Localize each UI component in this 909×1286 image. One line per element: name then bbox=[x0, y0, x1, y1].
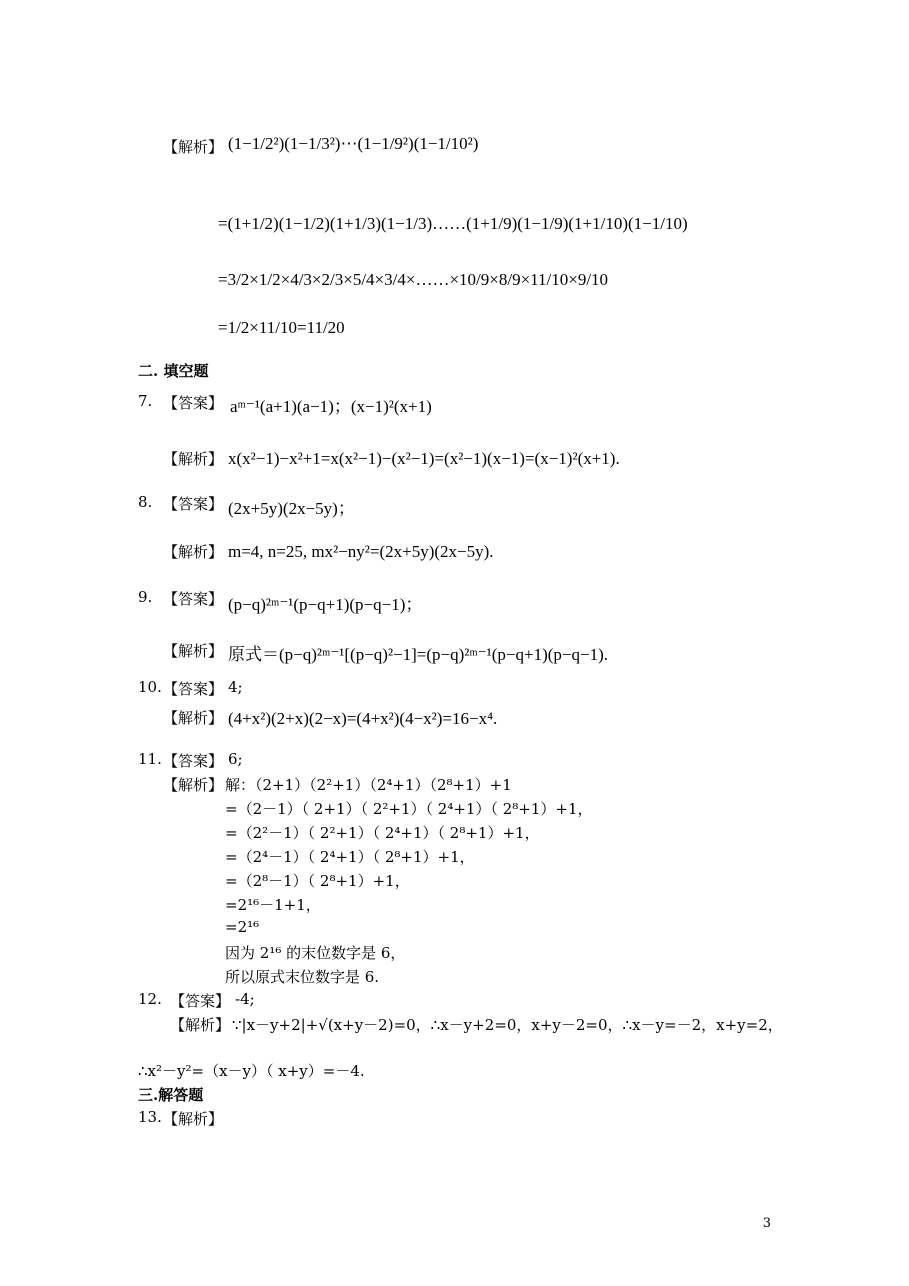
tag-analysis-12: 【解析】 bbox=[170, 1016, 231, 1034]
tag-analysis-13: 【解析】 bbox=[163, 1110, 224, 1128]
tag-answer-7: 【答案】 bbox=[163, 394, 224, 412]
analysis-11-line-2: =（2－1）（ 2+1）（ 2²+1）（ 2⁴+1）（ 2⁸+1）+1， bbox=[225, 800, 593, 818]
analysis-11-line-8: 因为 2¹⁶ 的末位数字是 6， bbox=[225, 944, 406, 962]
section-solve-title: 三.解答题 bbox=[138, 1086, 204, 1104]
analysis-6-line-3: =3/2×1/2×4/3×2/3×5/4×3/4×……×10/9×8/9×11/10×9/10 bbox=[218, 270, 609, 289]
tag-answer-10: 【答案】 bbox=[163, 680, 224, 698]
conclusion-12: ∴x²－y²=（x－y）（ x+y）=－4. bbox=[138, 1062, 365, 1080]
page-number: 3 bbox=[762, 1216, 771, 1231]
analysis-6-line-2: =(1+1/2)(1−1/2)(1+1/3)(1−1/3)……(1+1/9)(1−1/9)(1+1/10)(1−1/10) bbox=[218, 214, 688, 233]
answer-9: (p−q)²ᵐ⁻¹(p−q+1)(p−q−1)； bbox=[228, 595, 423, 614]
answer-8: (2x+5y)(2x−5y)； bbox=[228, 499, 355, 518]
answer-7: aᵐ⁻¹(a+1)(a−1)；(x−1)²(x+1) bbox=[230, 397, 432, 416]
analysis-9: 原式＝(p−q)²ᵐ⁻¹[(p−q)²−1]=(p−q)²ᵐ⁻¹(p−q+1)(p−q−1). bbox=[228, 645, 609, 664]
analysis-11-line-9: 所以原式末位数字是 6. bbox=[225, 968, 380, 986]
answer-11: 6; bbox=[228, 750, 243, 768]
question-13-number: 13. bbox=[138, 1108, 162, 1126]
analysis-11-line-3: =（2²－1）（ 2²+1）（ 2⁴+1）（ 2⁸+1）+1， bbox=[225, 824, 540, 842]
analysis-10: (4+x²)(2+x)(2−x)=(4+x²)(4−x²)=16−x⁴. bbox=[228, 709, 498, 728]
analysis-6-line-4: =1/2×11/10=11/20 bbox=[218, 318, 345, 337]
analysis-7: x(x²−1)−x²+1=x(x²−1)−(x²−1)=(x²−1)(x−1)=(x−1)²(x+1). bbox=[228, 449, 620, 468]
tag-answer-12: 【答案】 bbox=[170, 992, 231, 1010]
answer-10: 4; bbox=[228, 678, 243, 696]
analysis-12: ∵|x－y+2|+√(x+y－2)=0，∴x－y+2=0，x+y－2=0，∴x－y=－2，x+y=2， bbox=[232, 1016, 783, 1034]
question-8-number: 8. bbox=[138, 493, 153, 511]
analysis-11-line-6: =2¹⁶－1+1， bbox=[225, 896, 321, 914]
tag-analysis-6: 【解析】 bbox=[163, 138, 224, 156]
answer-12: -4; bbox=[235, 990, 255, 1008]
question-9-number: 9. bbox=[138, 588, 153, 606]
tag-analysis-7: 【解析】 bbox=[163, 450, 224, 468]
analysis-11-line-4: =（2⁴－1）（ 2⁴+1）（ 2⁸+1）+1， bbox=[225, 848, 475, 866]
tag-analysis-10: 【解析】 bbox=[163, 709, 224, 727]
analysis-8: m=4, n=25, mx²−ny²=(2x+5y)(2x−5y). bbox=[228, 542, 494, 561]
tag-analysis-8: 【解析】 bbox=[163, 543, 224, 561]
analysis-11-line-7: =2¹⁶ bbox=[225, 918, 260, 936]
tag-analysis-9: 【解析】 bbox=[163, 642, 224, 660]
question-7-number: 7. bbox=[138, 392, 153, 410]
tag-answer-11: 【答案】 bbox=[163, 752, 224, 770]
analysis-11-line-1: 解：（2+1）（2²+1）（2⁴+1）（2⁸+1）+1 bbox=[225, 776, 512, 794]
tag-analysis-11: 【解析】 bbox=[163, 776, 224, 794]
analysis-11-line-5: =（2⁸－1）（ 2⁸+1）+1， bbox=[225, 872, 410, 890]
question-12-number: 12. bbox=[138, 990, 162, 1008]
tag-answer-8: 【答案】 bbox=[163, 495, 224, 513]
tag-answer-9: 【答案】 bbox=[163, 590, 224, 608]
question-11-number: 11. bbox=[138, 750, 162, 768]
section-fill-in-title: 二. 填空题 bbox=[138, 362, 209, 380]
question-10-number: 10. bbox=[138, 678, 162, 696]
analysis-6-line-1: (1−1/2²)(1−1/3²)⋯(1−1/9²)(1−1/10²) bbox=[228, 134, 479, 153]
